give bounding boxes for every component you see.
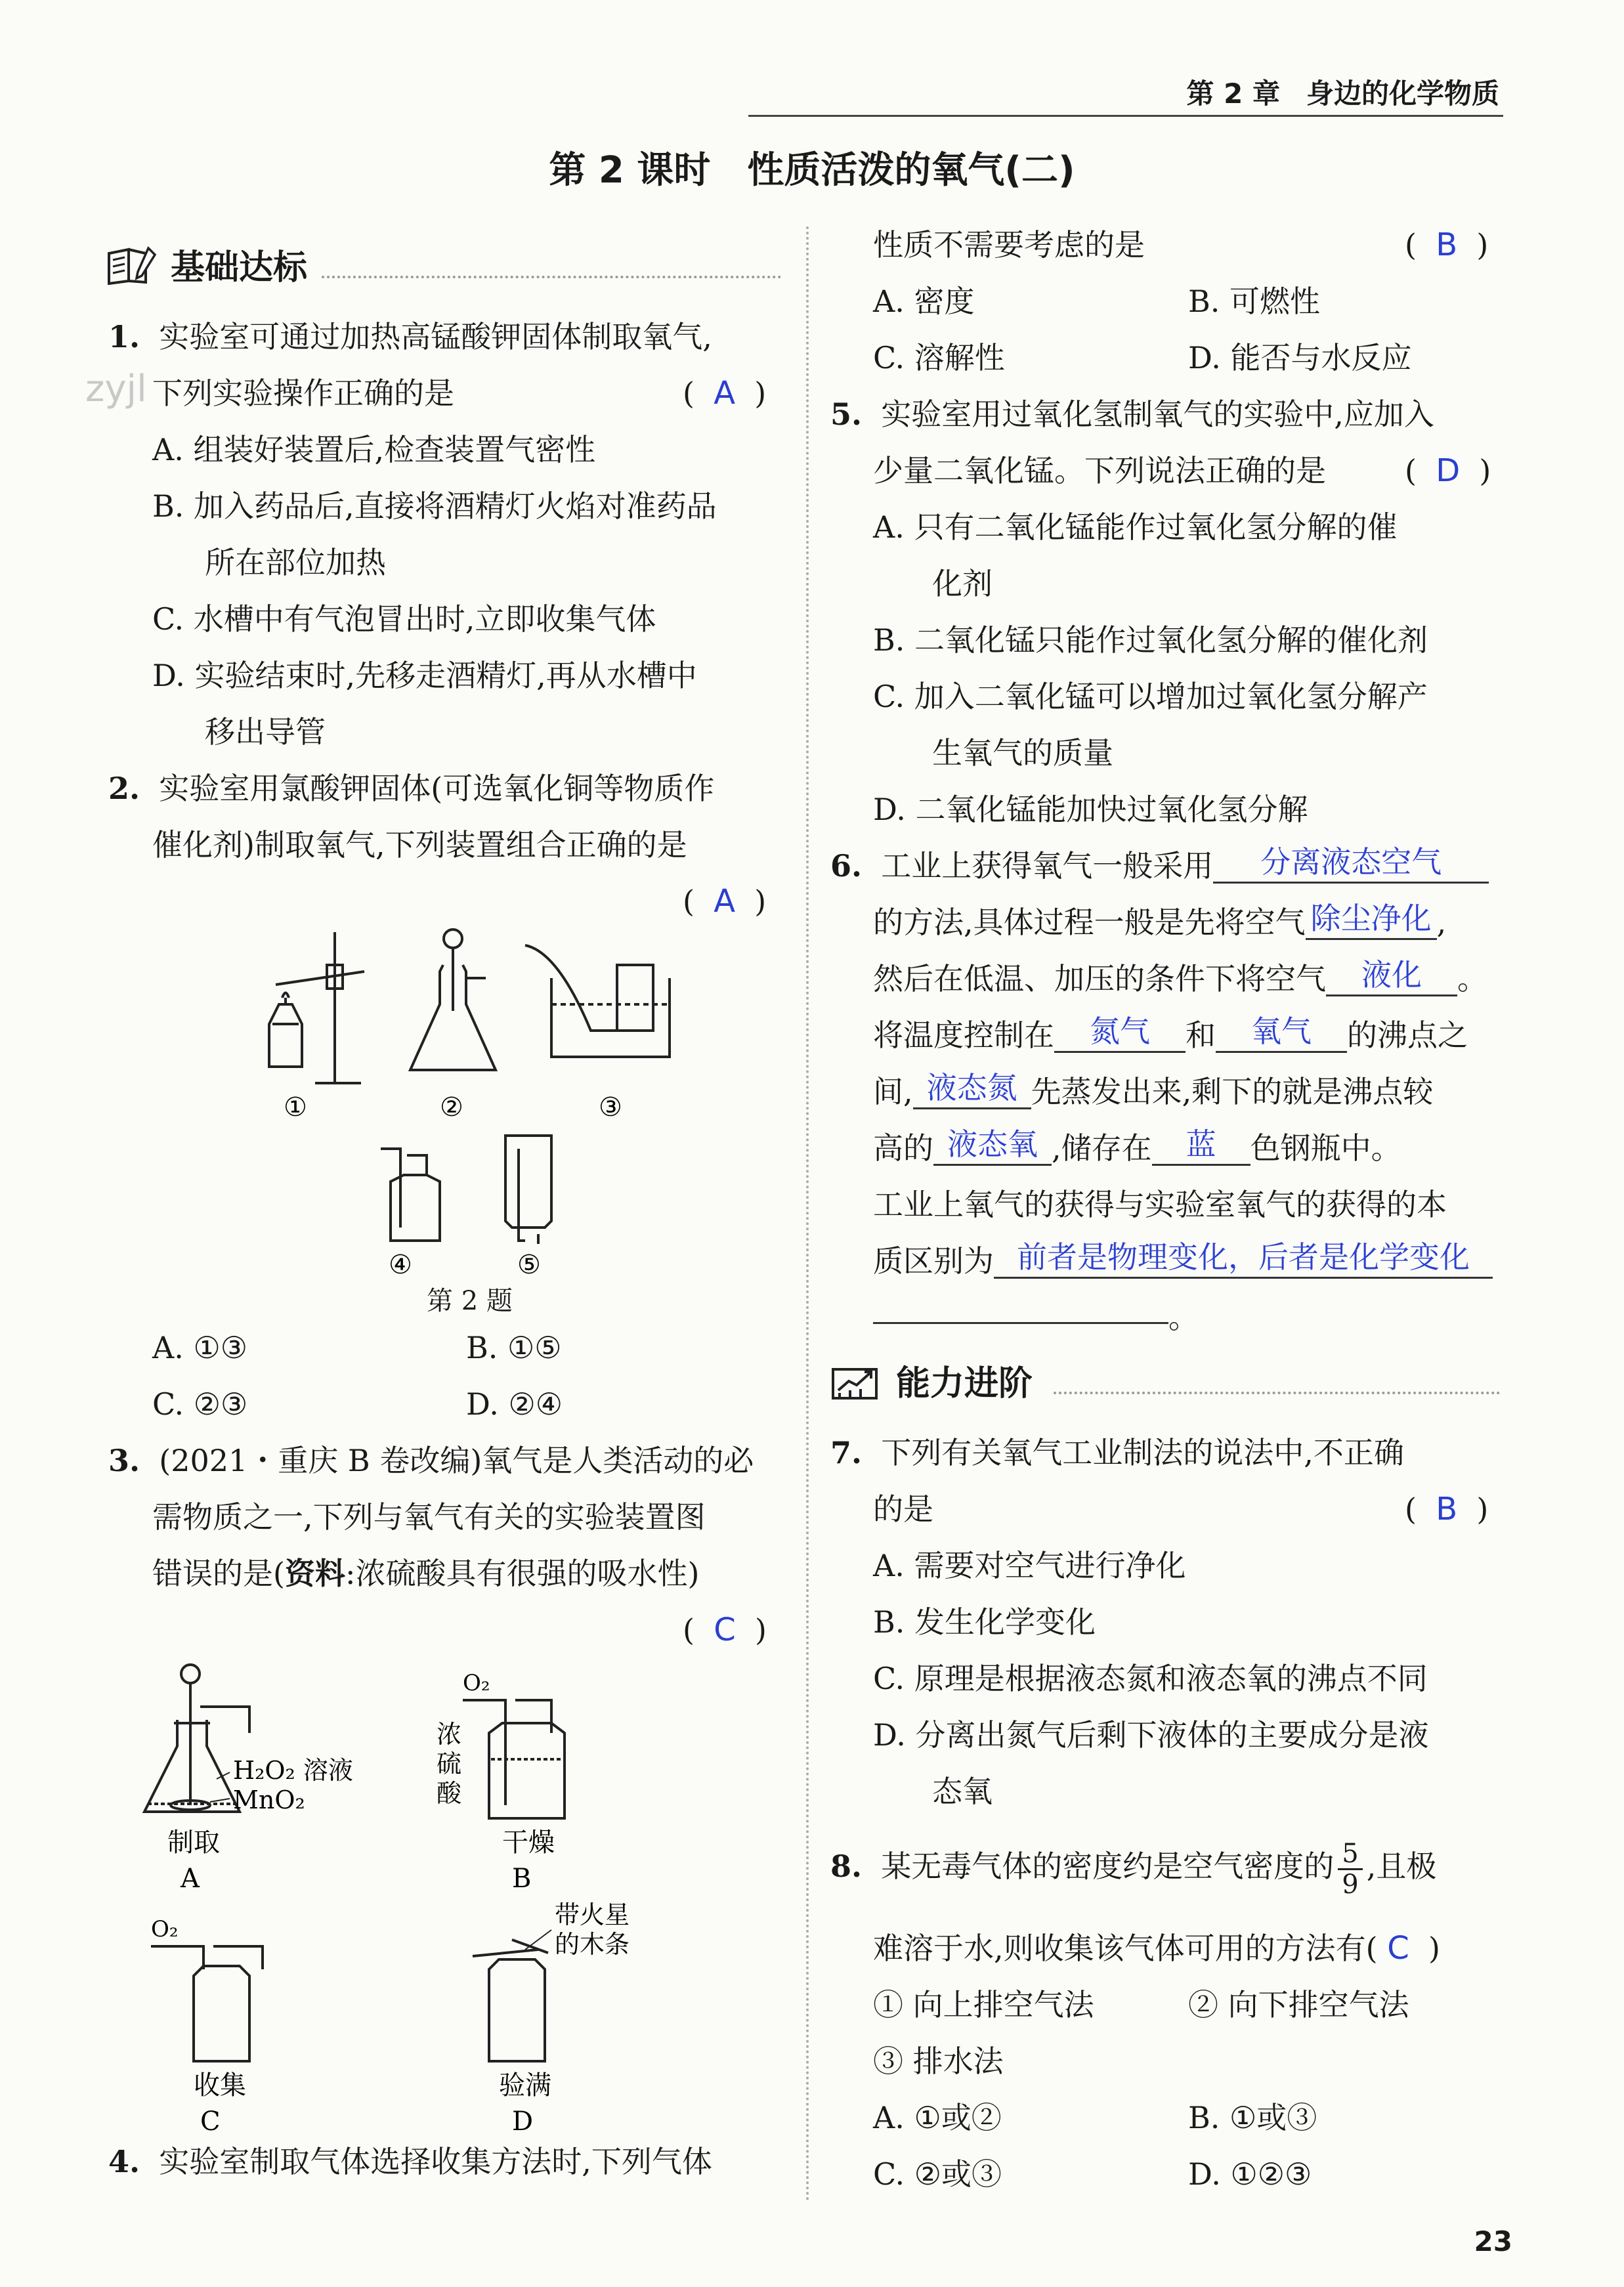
q3-a-caption: 制取 (167, 1827, 220, 1858)
q7-answer: B (1436, 1491, 1458, 1528)
q6-blank8: 蓝 (1152, 1124, 1250, 1166)
q1-option-b1: B. 加入药品后,直接将酒精灯火焰对准药品 (152, 488, 717, 524)
q6-text6c: 色钢瓶中。 (1250, 1130, 1401, 1166)
apparatus-5 (505, 1136, 551, 1244)
q4-answer: B (1436, 226, 1458, 263)
q7-line2: 的是 (873, 1491, 933, 1527)
watermark: zyjl (85, 368, 147, 410)
q6-blank9-cont (873, 1322, 1168, 1324)
q3-b-caption: 干燥 (502, 1827, 555, 1858)
q6-line5 (873, 1063, 1433, 1120)
q6-text2: 的方法,具体过程一般是先将空气 (873, 905, 1306, 940)
q6-text5: 间, (873, 1074, 913, 1109)
q6-line8 (873, 1233, 1493, 1289)
q3-d-label2: 的木条 (555, 1930, 630, 1959)
apparatus-3 (525, 945, 670, 1057)
q1-answer-paren: ( A ) (683, 375, 767, 412)
section-advanced-title: 能力进阶 (896, 1364, 1033, 1403)
q5-answer-paren: ( D ) (1405, 452, 1491, 489)
book-pen-icon (105, 244, 158, 285)
q8-line1 (830, 1838, 1436, 1899)
q4-line1 (108, 2133, 712, 2190)
q6-line1 (830, 838, 1489, 894)
q8-option-a: A. ①或② (873, 2100, 1002, 2135)
q6-blank1: 分离液态空气 (1213, 842, 1489, 884)
q8-option-d: D. ①②③ (1188, 2156, 1312, 2192)
q2-option-b: B. ①⑤ (466, 1330, 562, 1365)
q1-option-c: C. 水槽中有气泡冒出时,立即收集气体 (152, 601, 656, 637)
q5-option-d: D. 二氧化锰能加快过氧化氢分解 (873, 792, 1308, 827)
page-title: 第 2 课时 性质活泼的氧气(二) (549, 149, 1075, 192)
chapter-header (1187, 72, 1499, 112)
apparatus-1 (269, 932, 364, 1083)
q6-line2 (873, 894, 1446, 951)
q3-line1 (108, 1432, 754, 1489)
q6-line3 (873, 951, 1487, 1007)
q2-option-a: A. ①③ (152, 1330, 247, 1365)
q3-d-letter: D (512, 2106, 534, 2137)
q6-blank7: 液态氧 (933, 1124, 1052, 1166)
q4-answer-paren: ( B ) (1405, 226, 1489, 263)
q4-option-d: D. 能否与水反应 (1188, 340, 1412, 375)
apparatus-2 (410, 930, 496, 1070)
q4-stem1: 实验室制取气体选择收集方法时,下列气体 (159, 2144, 712, 2179)
q3-line2: 需物质之一,下列与氧气有关的实验装置图 (152, 1499, 706, 1535)
q3-stem3a: 错误的是( (152, 1556, 285, 1591)
page-number: 23 (1474, 2225, 1512, 2257)
q2-stem1: 实验室用氯酸钾固体(可选氧化铜等物质作 (159, 771, 715, 806)
column-divider (806, 226, 809, 2202)
q1-option-b2: 所在部位加热 (205, 545, 386, 580)
q4-option-c: C. 溶解性 (873, 340, 1005, 375)
q6-text4: 将温度控制在 (873, 1017, 1054, 1053)
q6-number: 6. (830, 848, 863, 884)
chart-progress-icon (830, 1360, 883, 1401)
q3-b-letter: B (512, 1864, 532, 1894)
q8-stem1b: ,且极 (1366, 1849, 1437, 1884)
q5-answer: D (1436, 452, 1461, 489)
q7-line1 (830, 1424, 1404, 1481)
section-advanced-rule (1054, 1392, 1500, 1394)
q4-option-b: B. 可燃性 (1188, 284, 1321, 319)
section-advanced (830, 1356, 1033, 1405)
q3-b-acid1: 浓 (437, 1720, 462, 1749)
q7-answer-paren: ( B ) (1405, 1491, 1489, 1528)
q3-line3 (152, 1545, 699, 1602)
q2-label-3: ③ (599, 1092, 622, 1122)
q2-label-2: ② (440, 1092, 463, 1122)
q2-answer-paren: ( A ) (683, 883, 767, 920)
q3-answer-paren: ( C ) (683, 1612, 767, 1648)
q2-label-4: ④ (389, 1250, 412, 1280)
q6-blank3: 液化 (1326, 955, 1457, 996)
q3-apparatus-figure (131, 1661, 689, 2140)
q7-number: 7. (830, 1435, 863, 1470)
q8-option-b: B. ①或③ (1188, 2100, 1317, 2135)
q8-option-c: C. ②或③ (873, 2156, 1002, 2192)
q3-stem3b: 资料 (284, 1556, 345, 1591)
q6-text9b: 。 (1168, 1300, 1199, 1335)
q7-option-b: B. 发生化学变化 (873, 1604, 1096, 1640)
q3-b-o2: O₂ (463, 1670, 490, 1696)
q6-blank2: 除尘净化 (1306, 899, 1437, 940)
q3-apparatus-d (473, 1940, 548, 2061)
apparatus-4 (381, 1149, 440, 1241)
q3-b-acid3: 酸 (437, 1779, 462, 1808)
chapter-title: 身边的化学物质 (1306, 77, 1499, 110)
q5-option-c2: 生氧气的质量 (932, 735, 1113, 771)
q6-text3b: 。 (1457, 961, 1487, 996)
q3-c-letter: C (200, 2106, 221, 2137)
q3-d-label1: 带火星 (555, 1900, 630, 1929)
q7-option-c: C. 原理是根据液态氮和液态氧的沸点不同 (873, 1661, 1428, 1696)
q2-number: 2. (108, 771, 140, 806)
q3-a-label1: H₂O₂ 溶液 (233, 1756, 353, 1785)
q6-line7: 工业上氧气的获得与实验室氧气的获得的本 (873, 1187, 1447, 1222)
q2-answer: A (714, 883, 736, 920)
q2-line2: 催化剂)制取氧气,下列装置组合正确的是 (152, 827, 687, 863)
q5-option-a2: 化剂 (932, 566, 993, 601)
q3-stem3c: :浓硫酸具有很强的吸水性) (345, 1556, 700, 1591)
q3-c-caption: 收集 (194, 2070, 246, 2101)
q3-c-o2: O₂ (151, 1916, 179, 1942)
q8-method1: ① 向上排空气法 (873, 1987, 1094, 2022)
q1-number: 1. (108, 319, 140, 354)
q6-line6 (873, 1120, 1401, 1176)
q5-stem1: 实验室用过氧化氢制氧气的实验中,应加入 (881, 396, 1434, 432)
q8-line2: 难溶于水,则收集该气体可用的方法有( C ) (873, 1930, 1440, 1967)
q8-fraction (1338, 1839, 1362, 1899)
q3-apparatus-b (463, 1700, 565, 1818)
q3-stem1: (2021・重庆 B 卷改编)氧气是人类活动的必 (159, 1443, 754, 1478)
q4-line2: 性质不需要考虑的是 (873, 227, 1145, 263)
q6-text6b: ,储存在 (1052, 1130, 1152, 1166)
q8-stem1: 某无毒气体的密度约是空气密度的 (881, 1849, 1335, 1884)
q7-option-d2: 态氧 (932, 1774, 993, 1809)
section-basic-rule (322, 276, 781, 278)
q6-text1: 工业上获得氧气一般采用 (881, 848, 1214, 884)
q2-label-1: ① (284, 1092, 307, 1122)
q8-method3: ③ 排水法 (873, 2043, 1004, 2079)
q5-line1 (830, 386, 1434, 442)
q6-blank9: 前者是物理变化，后者是化学变化 (994, 1237, 1493, 1279)
q2-apparatus-figure (249, 926, 676, 1293)
q8-answer: C (1387, 1930, 1409, 1967)
q6-line4 (873, 1007, 1468, 1063)
q6-text4c: 的沸点之 (1347, 1017, 1468, 1053)
q1-option-a: A. 组装好装置后,检查装置气密性 (152, 432, 596, 467)
q8-stem2: 难溶于水,则收集该气体可用的方法有( (873, 1931, 1378, 1966)
q1-answer: A (714, 375, 736, 412)
q8-method2: ② 向下排空气法 (1188, 1987, 1409, 2022)
section-basic (105, 240, 307, 289)
q6-blank4: 氮气 (1054, 1012, 1186, 1053)
q5-option-a1: A. 只有二氧化锰能作过氧化氢分解的催 (873, 509, 1398, 545)
q7-option-d1: D. 分离出氮气后剩下液体的主要成分是液 (873, 1717, 1429, 1753)
q3-answer: C (714, 1612, 736, 1648)
q7-stem1: 下列有关氧气工业制法的说法中,不正确 (881, 1435, 1404, 1470)
q8-frac-numerator: 5 (1338, 1839, 1362, 1870)
q7-option-a: A. 需要对空气进行净化 (873, 1548, 1186, 1583)
q1-line2: 下列实验操作正确的是 (152, 375, 454, 411)
q3-b-acid2: 硫 (437, 1749, 462, 1778)
q6-text8: 质区别为 (873, 1243, 994, 1279)
q6-blank5: 氧气 (1216, 1012, 1347, 1053)
q3-a-label2: MnO₂ (233, 1785, 305, 1814)
q6-text2b: , (1436, 905, 1447, 940)
q3-number: 3. (108, 1443, 140, 1478)
q2-option-c: C. ②③ (152, 1386, 248, 1422)
q4-number: 4. (108, 2144, 140, 2179)
chapter-number: 第 2 章 (1186, 77, 1280, 110)
q5-option-c1: C. 加入二氧化锰可以增加过氧化氢分解产 (873, 679, 1428, 714)
q3-apparatus-c (151, 1946, 263, 2061)
q2-label-5: ⑤ (517, 1250, 541, 1280)
header-rule (748, 115, 1503, 117)
q6-text3: 然后在低温、加压的条件下将空气 (873, 961, 1326, 996)
q6-blank6: 液态氮 (913, 1068, 1031, 1109)
q1-line1 (108, 309, 712, 365)
q2-caption: 第 2 题 (427, 1286, 513, 1316)
q4-option-a: A. 密度 (873, 284, 975, 319)
q8-frac-denominator: 9 (1342, 1869, 1359, 1900)
q6-text4b: 和 (1186, 1017, 1216, 1053)
q1-stem1: 实验室可通过加热高锰酸钾固体制取氧气, (159, 319, 712, 354)
q3-a-letter: A (181, 1864, 200, 1894)
q3-d-caption: 验满 (499, 2070, 551, 2101)
q6-text6: 高的 (873, 1130, 933, 1166)
q2-option-d: D. ②④ (466, 1386, 563, 1422)
q6-text5b: 先蒸发出来,剩下的就是沸点较 (1031, 1074, 1434, 1109)
q1-option-d1: D. 实验结束时,先移走酒精灯,再从水槽中 (152, 658, 697, 693)
section-basic-title: 基础达标 (171, 248, 308, 288)
q6-line9 (873, 1289, 1199, 1346)
q2-line1 (108, 760, 714, 817)
q8-number: 8. (830, 1849, 863, 1884)
q5-number: 5. (830, 396, 863, 432)
q1-option-d2: 移出导管 (205, 714, 326, 750)
q5-option-b: B. 二氧化锰只能作过氧化氢分解的催化剂 (873, 622, 1428, 658)
q5-line2: 少量二氧化锰。下列说法正确的是 (873, 453, 1326, 488)
